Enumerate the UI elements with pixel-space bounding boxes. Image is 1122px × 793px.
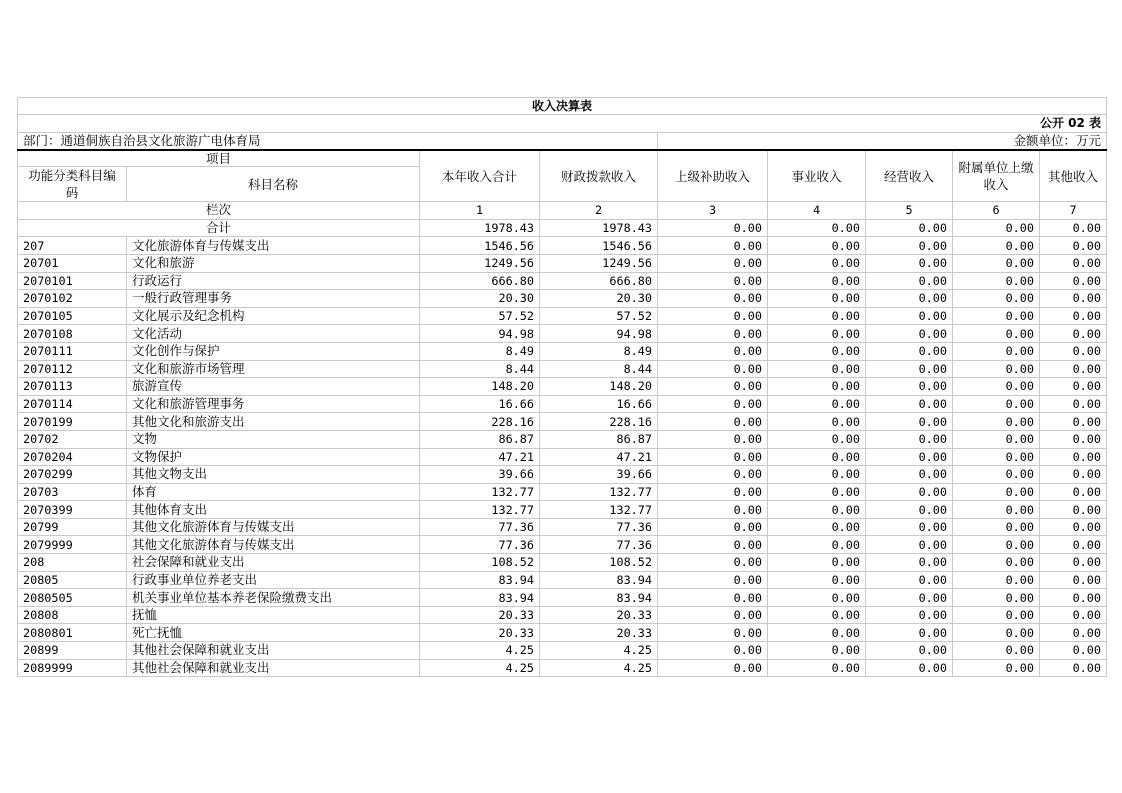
subject-code: 2070114	[18, 395, 127, 413]
amount-cell: 20.30	[420, 290, 540, 308]
header-col-3: 上级补助收入	[658, 150, 768, 202]
amount-cell: 0.00	[658, 254, 768, 272]
amount-cell: 0.00	[953, 272, 1040, 290]
amount-cell: 77.36	[420, 536, 540, 554]
subject-code: 2070105	[18, 307, 127, 325]
subject-code: 2070113	[18, 378, 127, 396]
amount-cell: 0.00	[953, 448, 1040, 466]
amount-cell: 0.00	[768, 325, 866, 343]
header-code: 功能分类科目编码	[18, 167, 127, 202]
amount-cell: 0.00	[953, 237, 1040, 255]
amount-cell: 0.00	[866, 554, 953, 572]
amount-cell: 0.00	[1040, 554, 1107, 572]
amount-cell: 0.00	[866, 342, 953, 360]
amount-cell: 0.00	[1040, 325, 1107, 343]
amount-cell: 0.00	[953, 290, 1040, 308]
subject-name: 社会保障和就业支出	[127, 554, 420, 572]
table-row	[18, 571, 1107, 589]
amount-cell: 0.00	[866, 571, 953, 589]
amount-cell: 0.00	[768, 237, 866, 255]
amount-cell: 228.16	[420, 413, 540, 431]
amount-cell: 0.00	[658, 483, 768, 501]
amount-cell: 108.52	[540, 554, 658, 572]
amount-cell: 0.00	[658, 237, 768, 255]
table-row	[18, 554, 1107, 572]
subject-code: 2070299	[18, 466, 127, 484]
amount-cell: 8.49	[420, 342, 540, 360]
subject-code: 2070101	[18, 272, 127, 290]
amount-cell: 16.66	[540, 395, 658, 413]
amount-cell: 0.00	[866, 483, 953, 501]
amount-cell: 86.87	[540, 430, 658, 448]
table-number: 公开 02 表	[658, 115, 1107, 133]
amount-cell: 0.00	[768, 483, 866, 501]
amount-cell: 0.00	[953, 466, 1040, 484]
amount-cell: 0.00	[768, 501, 866, 519]
amount-cell: 0.00	[866, 360, 953, 378]
amount-cell: 0.00	[953, 395, 1040, 413]
amount-cell: 0.00	[953, 624, 1040, 642]
amount-cell: 57.52	[420, 307, 540, 325]
table-row	[18, 342, 1107, 360]
department-label: 部门：通道侗族自治县文化旅游广电体育局	[18, 132, 658, 150]
amount-cell: 0.00	[953, 642, 1040, 660]
amount-cell: 0.00	[658, 325, 768, 343]
amount-cell: 108.52	[420, 554, 540, 572]
subject-name: 其他文化旅游体育与传媒支出	[127, 536, 420, 554]
amount-cell: 0.00	[658, 307, 768, 325]
amount-cell: 0.00	[768, 466, 866, 484]
table-row	[18, 325, 1107, 343]
amount-cell: 0.00	[768, 659, 866, 677]
header-name: 科目名称	[127, 167, 420, 202]
column-number-7: 7	[1040, 202, 1107, 220]
amount-cell: 8.44	[420, 360, 540, 378]
amount-cell: 0.00	[658, 378, 768, 396]
amount-cell: 0.00	[1040, 395, 1107, 413]
subject-code: 20805	[18, 571, 127, 589]
amount-cell: 20.33	[540, 606, 658, 624]
amount-cell: 86.87	[420, 430, 540, 448]
amount-cell: 148.20	[540, 378, 658, 396]
amount-cell: 0.00	[1040, 342, 1107, 360]
amount-cell: 0.00	[768, 360, 866, 378]
amount-cell: 0.00	[658, 272, 768, 290]
amount-cell: 0.00	[953, 501, 1040, 519]
header-col-7: 其他收入	[1040, 150, 1107, 202]
amount-cell: 0.00	[866, 325, 953, 343]
table-row	[18, 624, 1107, 642]
amount-cell: 0.00	[1040, 254, 1107, 272]
amount-cell: 20.33	[540, 624, 658, 642]
amount-cell: 0.00	[768, 413, 866, 431]
amount-cell: 4.25	[420, 642, 540, 660]
amount-cell: 0.00	[953, 430, 1040, 448]
amount-cell: 47.21	[540, 448, 658, 466]
amount-cell: 0.00	[953, 571, 1040, 589]
subject-name: 文化活动	[127, 325, 420, 343]
amount-cell: 0.00	[768, 536, 866, 554]
subject-code: 20799	[18, 518, 127, 536]
subject-name: 其他文化旅游体育与传媒支出	[127, 518, 420, 536]
column-number-5: 5	[866, 202, 953, 220]
subject-code: 2070204	[18, 448, 127, 466]
amount-cell: 83.94	[540, 571, 658, 589]
table-row	[18, 589, 1107, 607]
amount-cell: 0.00	[1040, 571, 1107, 589]
amount-cell: 0.00	[866, 413, 953, 431]
amount-cell: 20.33	[420, 606, 540, 624]
subject-name: 体育	[127, 483, 420, 501]
total-label: 合计	[18, 219, 420, 237]
subject-name: 行政事业单位养老支出	[127, 571, 420, 589]
table-row	[18, 642, 1107, 660]
amount-cell: 132.77	[540, 483, 658, 501]
subject-code: 2089999	[18, 659, 127, 677]
subject-name: 其他社会保障和就业支出	[127, 642, 420, 660]
table-row	[18, 254, 1107, 272]
subject-code: 2070108	[18, 325, 127, 343]
amount-cell: 0.00	[768, 272, 866, 290]
amount-cell: 0.00	[953, 360, 1040, 378]
table-row	[18, 466, 1107, 484]
table-row	[18, 395, 1107, 413]
amount-cell: 0.00	[1040, 483, 1107, 501]
amount-cell: 0.00	[768, 518, 866, 536]
amount-cell: 0.00	[1040, 589, 1107, 607]
amount-cell: 0.00	[768, 554, 866, 572]
subject-code: 20702	[18, 430, 127, 448]
amount-cell: 0.00	[1040, 642, 1107, 660]
amount-cell: 0.00	[953, 554, 1040, 572]
amount-cell: 8.49	[540, 342, 658, 360]
amount-cell: 0.00	[1040, 307, 1107, 325]
amount-cell: 8.44	[540, 360, 658, 378]
total-value: 0.00	[768, 219, 866, 237]
amount-cell: 0.00	[658, 518, 768, 536]
amount-cell: 0.00	[658, 413, 768, 431]
total-row	[18, 219, 1107, 237]
amount-cell: 0.00	[953, 413, 1040, 431]
column-number-6: 6	[953, 202, 1040, 220]
amount-cell: 0.00	[866, 466, 953, 484]
amount-cell: 0.00	[1040, 466, 1107, 484]
table-row	[18, 290, 1107, 308]
amount-cell: 83.94	[540, 589, 658, 607]
header-item: 项目	[18, 150, 420, 167]
table-row	[18, 237, 1107, 255]
header-col-6: 附属单位上缴收入	[953, 150, 1040, 202]
amount-cell: 0.00	[658, 554, 768, 572]
amount-cell: 148.20	[420, 378, 540, 396]
amount-cell: 666.80	[540, 272, 658, 290]
amount-cell: 0.00	[953, 307, 1040, 325]
table-row	[18, 606, 1107, 624]
amount-cell: 39.66	[420, 466, 540, 484]
unit-label: 金额单位：万元	[658, 132, 1107, 150]
amount-cell: 4.25	[540, 642, 658, 660]
table-row	[18, 536, 1107, 554]
table-title: 收入决算表	[18, 98, 1107, 115]
amount-cell: 0.00	[768, 378, 866, 396]
subject-name: 行政运行	[127, 272, 420, 290]
subject-code: 20701	[18, 254, 127, 272]
subject-code: 2070399	[18, 501, 127, 519]
amount-cell: 0.00	[866, 536, 953, 554]
subject-code: 20703	[18, 483, 127, 501]
amount-cell: 0.00	[658, 430, 768, 448]
amount-cell: 0.00	[658, 642, 768, 660]
amount-cell: 0.00	[1040, 536, 1107, 554]
amount-cell: 0.00	[866, 589, 953, 607]
amount-cell: 1546.56	[420, 237, 540, 255]
amount-cell: 0.00	[1040, 606, 1107, 624]
amount-cell: 0.00	[866, 606, 953, 624]
subject-code: 2079999	[18, 536, 127, 554]
amount-cell: 0.00	[866, 430, 953, 448]
amount-cell: 39.66	[540, 466, 658, 484]
amount-cell: 4.25	[540, 659, 658, 677]
amount-cell: 0.00	[768, 395, 866, 413]
amount-cell: 0.00	[768, 624, 866, 642]
subject-name: 文化创作与保护	[127, 342, 420, 360]
subject-name: 一般行政管理事务	[127, 290, 420, 308]
amount-cell: 0.00	[658, 536, 768, 554]
subject-code: 20808	[18, 606, 127, 624]
amount-cell: 0.00	[658, 501, 768, 519]
amount-cell: 0.00	[866, 624, 953, 642]
amount-cell: 0.00	[1040, 272, 1107, 290]
subject-code: 2070111	[18, 342, 127, 360]
amount-cell: 83.94	[420, 589, 540, 607]
amount-cell: 0.00	[953, 518, 1040, 536]
table-row	[18, 413, 1107, 431]
amount-cell: 0.00	[658, 606, 768, 624]
table-row	[18, 483, 1107, 501]
total-value: 0.00	[866, 219, 953, 237]
table-row	[18, 378, 1107, 396]
subject-name: 旅游宣传	[127, 378, 420, 396]
total-value: 1978.43	[420, 219, 540, 237]
subject-code: 20899	[18, 642, 127, 660]
subject-code: 2080505	[18, 589, 127, 607]
table-row	[18, 360, 1107, 378]
amount-cell: 0.00	[768, 606, 866, 624]
table-row	[18, 518, 1107, 536]
amount-cell: 0.00	[658, 589, 768, 607]
amount-cell: 0.00	[1040, 290, 1107, 308]
header-col-4: 事业收入	[768, 150, 866, 202]
subject-name: 文化展示及纪念机构	[127, 307, 420, 325]
subject-name: 机关事业单位基本养老保险缴费支出	[127, 589, 420, 607]
subject-name: 文物保护	[127, 448, 420, 466]
amount-cell: 666.80	[420, 272, 540, 290]
column-index-label: 栏次	[18, 202, 420, 220]
column-number-4: 4	[768, 202, 866, 220]
amount-cell: 0.00	[866, 307, 953, 325]
header-col-2: 财政拨款收入	[540, 150, 658, 202]
column-number-2: 2	[540, 202, 658, 220]
amount-cell: 0.00	[866, 237, 953, 255]
column-number-1: 1	[420, 202, 540, 220]
amount-cell: 0.00	[953, 589, 1040, 607]
amount-cell: 0.00	[866, 290, 953, 308]
amount-cell: 0.00	[953, 254, 1040, 272]
amount-cell: 77.36	[420, 518, 540, 536]
subject-name: 其他文物支出	[127, 466, 420, 484]
subject-code: 2070199	[18, 413, 127, 431]
amount-cell: 0.00	[1040, 501, 1107, 519]
amount-cell: 0.00	[658, 571, 768, 589]
amount-cell: 0.00	[866, 378, 953, 396]
total-value: 0.00	[658, 219, 768, 237]
amount-cell: 0.00	[1040, 430, 1107, 448]
amount-cell: 0.00	[658, 448, 768, 466]
amount-cell: 0.00	[658, 466, 768, 484]
amount-cell: 77.36	[540, 536, 658, 554]
amount-cell: 94.98	[540, 325, 658, 343]
amount-cell: 83.94	[420, 571, 540, 589]
amount-cell: 0.00	[953, 483, 1040, 501]
table-row	[18, 448, 1107, 466]
amount-cell: 0.00	[658, 395, 768, 413]
amount-cell: 20.33	[420, 624, 540, 642]
amount-cell: 1249.56	[540, 254, 658, 272]
amount-cell: 0.00	[658, 624, 768, 642]
amount-cell: 0.00	[1040, 378, 1107, 396]
amount-cell: 0.00	[768, 290, 866, 308]
amount-cell: 0.00	[658, 290, 768, 308]
amount-cell: 0.00	[768, 307, 866, 325]
subject-name: 抚恤	[127, 606, 420, 624]
amount-cell: 0.00	[866, 272, 953, 290]
amount-cell: 0.00	[1040, 518, 1107, 536]
table-row	[18, 430, 1107, 448]
subject-name: 文化和旅游市场管理	[127, 360, 420, 378]
amount-cell: 16.66	[420, 395, 540, 413]
amount-cell: 20.30	[540, 290, 658, 308]
subject-name: 文物	[127, 430, 420, 448]
amount-cell: 132.77	[420, 501, 540, 519]
subject-code: 2070102	[18, 290, 127, 308]
total-value: 1978.43	[540, 219, 658, 237]
amount-cell: 94.98	[420, 325, 540, 343]
amount-cell: 0.00	[658, 360, 768, 378]
amount-cell: 0.00	[953, 536, 1040, 554]
amount-cell: 0.00	[768, 642, 866, 660]
amount-cell: 0.00	[866, 659, 953, 677]
amount-cell: 0.00	[768, 571, 866, 589]
amount-cell: 132.77	[420, 483, 540, 501]
amount-cell: 132.77	[540, 501, 658, 519]
column-number-3: 3	[658, 202, 768, 220]
income-final-accounts-table	[17, 97, 1107, 677]
table-row	[18, 272, 1107, 290]
amount-cell: 0.00	[658, 659, 768, 677]
amount-cell: 4.25	[420, 659, 540, 677]
amount-cell: 0.00	[768, 342, 866, 360]
header-col-5: 经营收入	[866, 150, 953, 202]
amount-cell: 0.00	[1040, 659, 1107, 677]
amount-cell: 0.00	[953, 342, 1040, 360]
amount-cell: 57.52	[540, 307, 658, 325]
amount-cell: 0.00	[1040, 448, 1107, 466]
amount-cell: 0.00	[768, 448, 866, 466]
amount-cell: 228.16	[540, 413, 658, 431]
amount-cell: 0.00	[953, 325, 1040, 343]
table-row	[18, 659, 1107, 677]
subject-name: 文化和旅游管理事务	[127, 395, 420, 413]
amount-cell: 1249.56	[420, 254, 540, 272]
subject-name: 其他体育支出	[127, 501, 420, 519]
amount-cell: 0.00	[658, 342, 768, 360]
subject-name: 文化和旅游	[127, 254, 420, 272]
subject-name: 其他社会保障和就业支出	[127, 659, 420, 677]
amount-cell: 0.00	[768, 589, 866, 607]
amount-cell: 0.00	[866, 254, 953, 272]
subject-code: 207	[18, 237, 127, 255]
amount-cell: 0.00	[953, 378, 1040, 396]
amount-cell: 1546.56	[540, 237, 658, 255]
amount-cell: 0.00	[953, 606, 1040, 624]
amount-cell: 0.00	[1040, 360, 1107, 378]
subject-name: 死亡抚恤	[127, 624, 420, 642]
subject-code: 208	[18, 554, 127, 572]
amount-cell: 0.00	[866, 448, 953, 466]
amount-cell: 0.00	[1040, 413, 1107, 431]
total-value: 0.00	[953, 219, 1040, 237]
amount-cell: 0.00	[866, 395, 953, 413]
amount-cell: 77.36	[540, 518, 658, 536]
amount-cell: 0.00	[1040, 624, 1107, 642]
amount-cell: 0.00	[768, 254, 866, 272]
header-col-1: 本年收入合计	[420, 150, 540, 202]
subject-name: 文化旅游体育与传媒支出	[127, 237, 420, 255]
amount-cell: 0.00	[866, 501, 953, 519]
subject-code: 2070112	[18, 360, 127, 378]
amount-cell: 0.00	[866, 518, 953, 536]
table-row	[18, 501, 1107, 519]
amount-cell: 0.00	[768, 430, 866, 448]
total-value: 0.00	[1040, 219, 1107, 237]
amount-cell: 47.21	[420, 448, 540, 466]
subject-name: 其他文化和旅游支出	[127, 413, 420, 431]
subject-code: 2080801	[18, 624, 127, 642]
table-row	[18, 307, 1107, 325]
amount-cell: 0.00	[866, 642, 953, 660]
amount-cell: 0.00	[1040, 237, 1107, 255]
amount-cell: 0.00	[953, 659, 1040, 677]
